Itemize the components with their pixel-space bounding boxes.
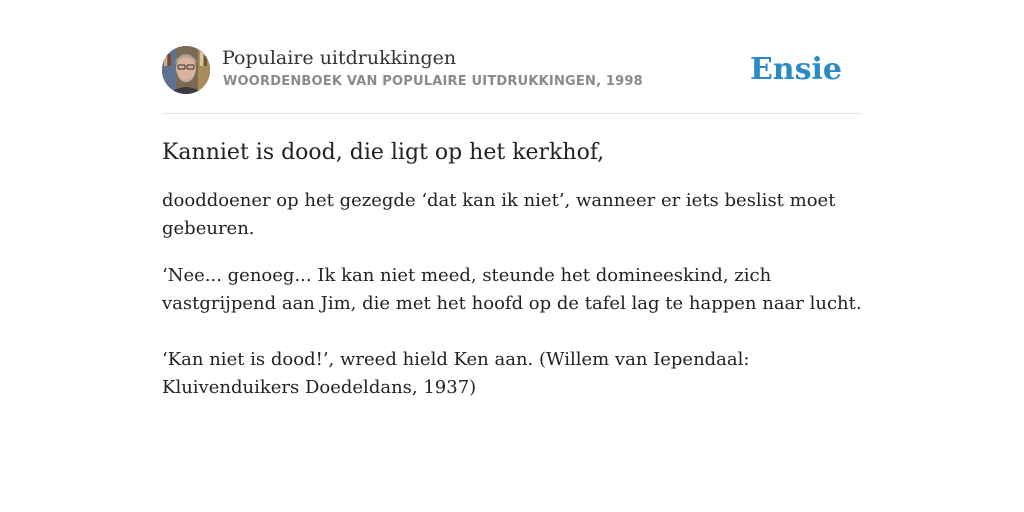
author-avatar[interactable] <box>162 46 210 94</box>
source-title[interactable]: Populaire uitdrukkingen <box>222 47 457 69</box>
entry-content <box>162 137 862 402</box>
author-portrait-icon <box>162 46 210 94</box>
entry-definition: dooddoener op het gezegde ‘dat kan ik niet’, wanneer er iets beslist moet gebeuren. <box>162 190 836 239</box>
quote-spacer <box>162 318 862 346</box>
header-divider <box>162 113 862 114</box>
source-subtitle[interactable]: WOORDENBOEK VAN POPULAIRE UITDRUKKINGEN, 1998 <box>223 74 643 89</box>
brand-logo[interactable]: Ensie <box>749 52 842 87</box>
entry-header <box>162 46 862 96</box>
entry-quote-2: ‘Kan niet is dood!’, wreed hield Ken aan. (Willem van Iependaal: Kluivenduikers Doedeldans, 1937) <box>162 349 750 398</box>
entry-quote-1: ‘Nee... genoeg... Ik kan niet meed, steunde het domineeskind, zich vastgrijpend aan Jim, die met het hoofd op de tafel lag te happen naar lucht. <box>162 265 862 314</box>
entry-headword: Kanniet is dood, die ligt op het kerkhof, <box>162 140 605 165</box>
